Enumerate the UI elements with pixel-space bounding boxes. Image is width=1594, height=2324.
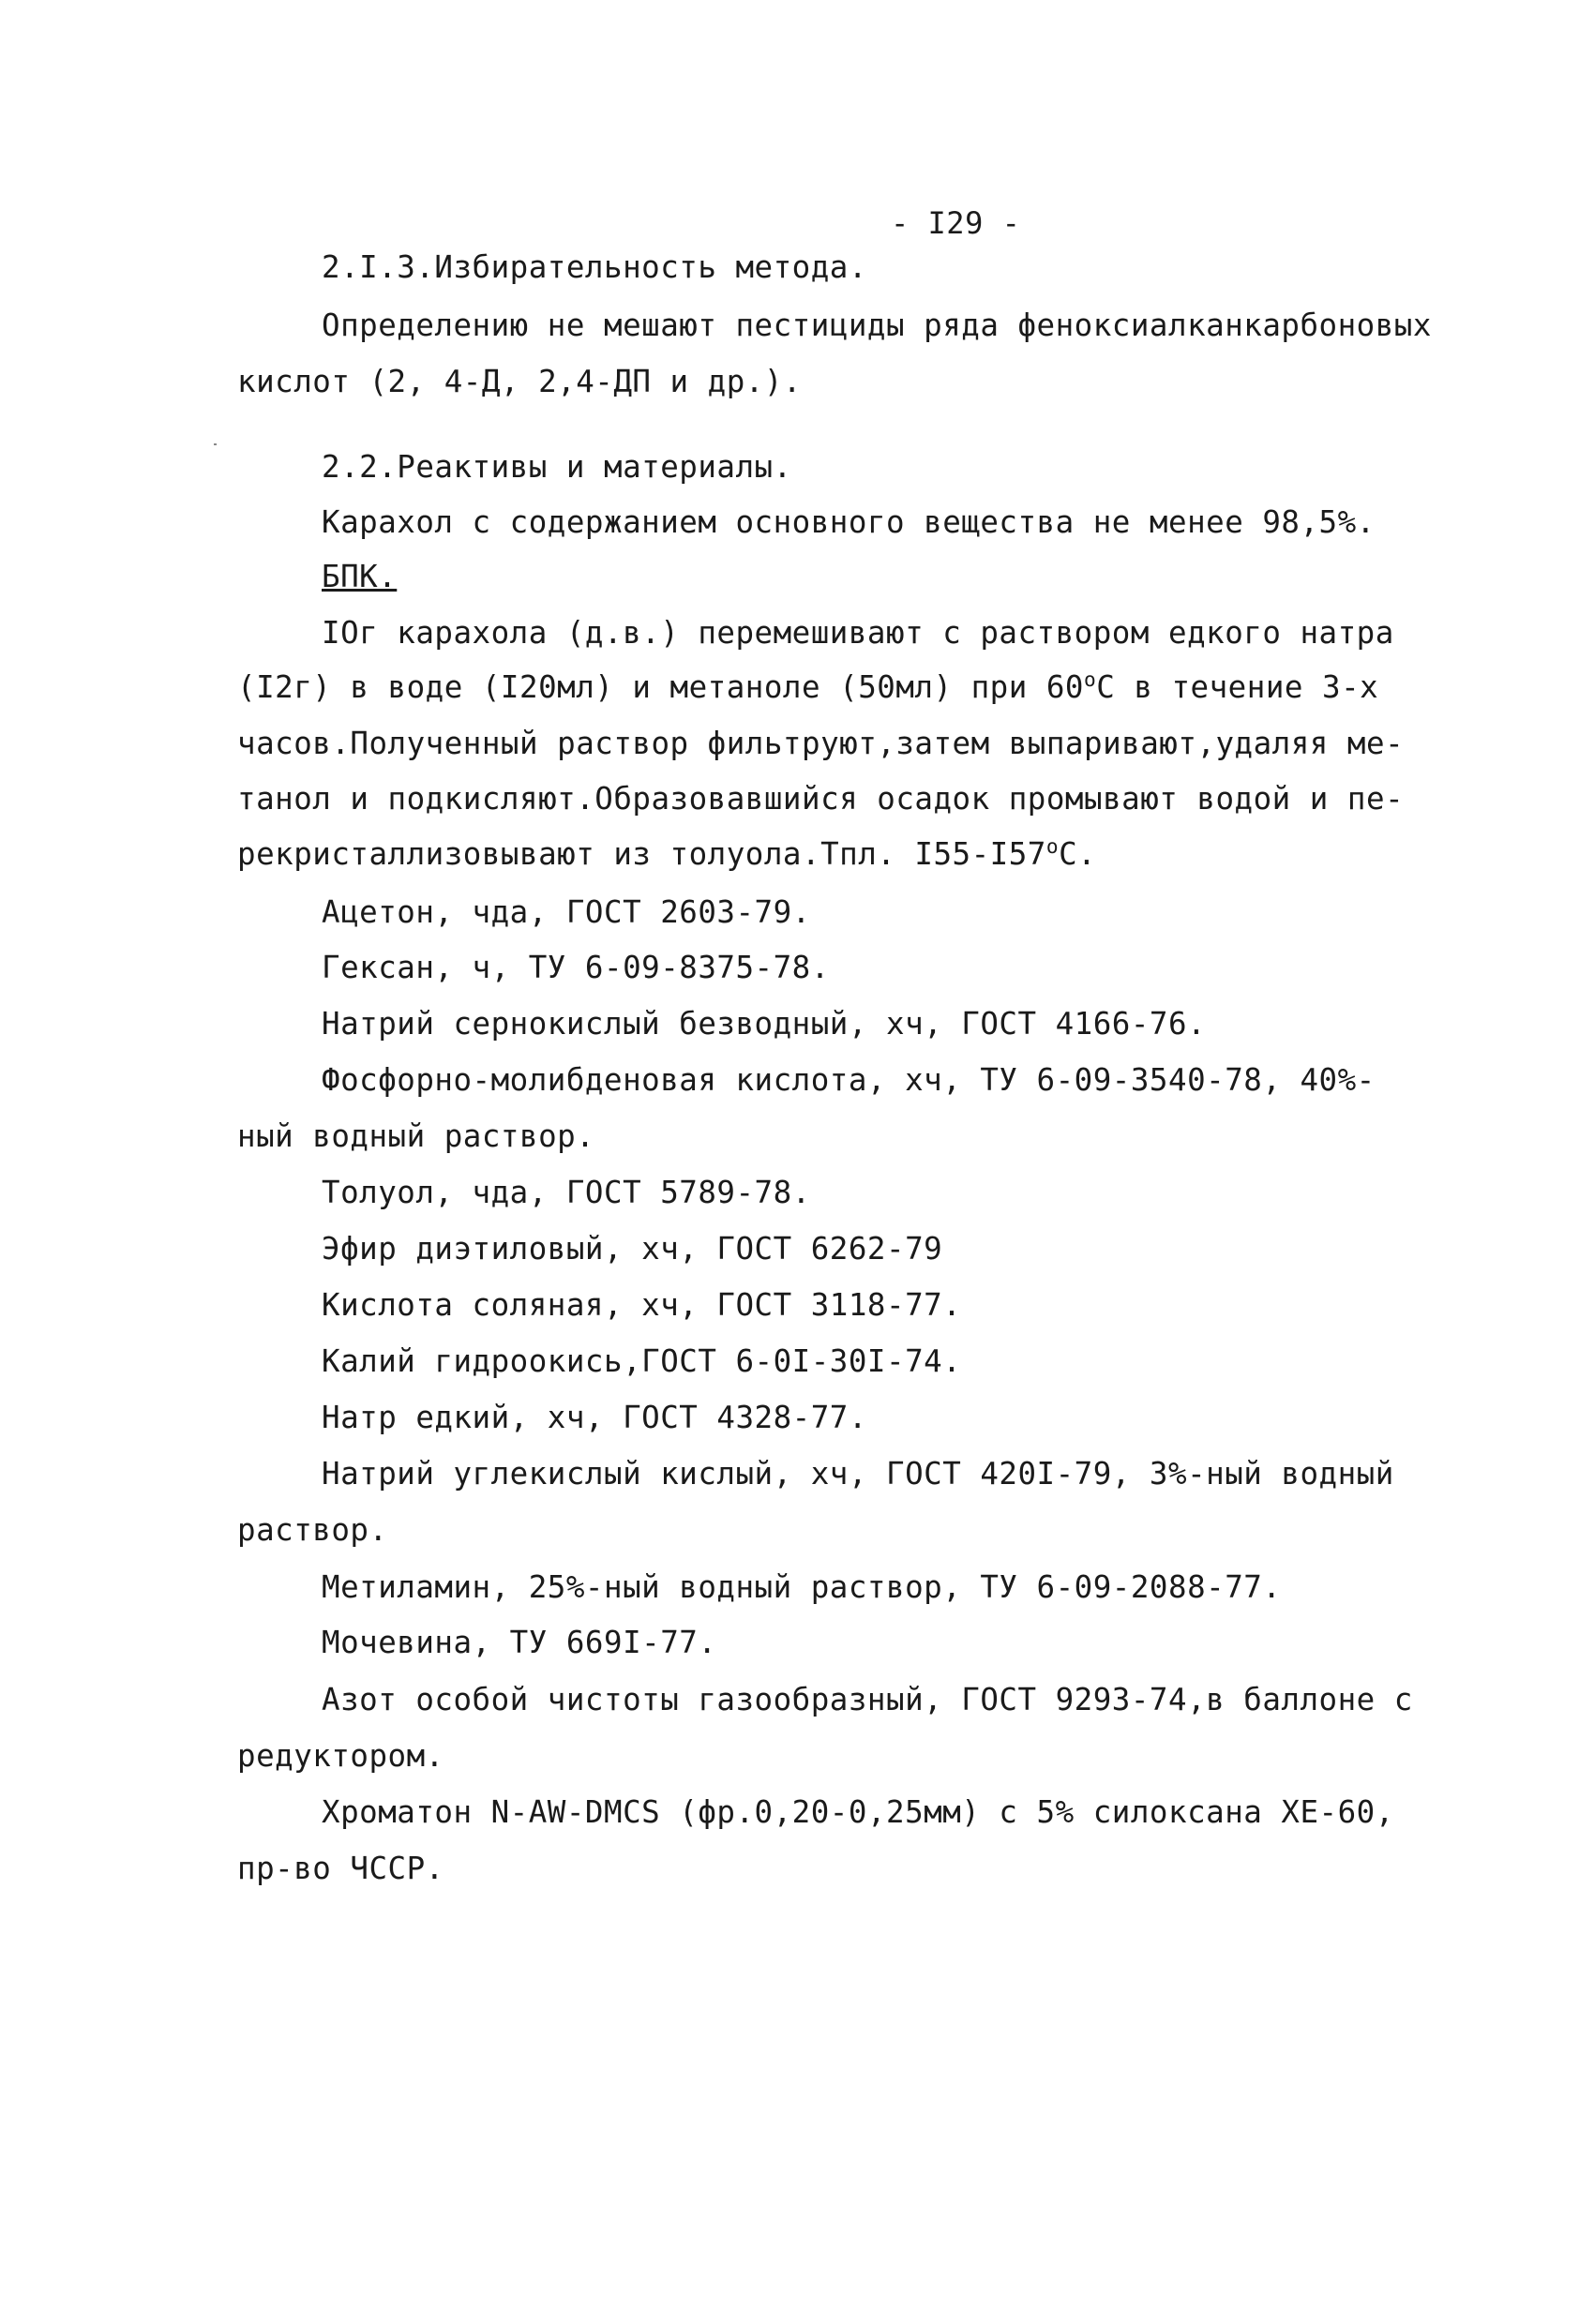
reagent-chromaton: Хроматон N-AW-DMCS (фр.0,20-0,25мм) с 5% силоксана XE-60,	[322, 1794, 1394, 1830]
text-segment: рекристаллизовывают из толуола.Тпл. I55-I57	[237, 836, 1046, 872]
reagent-sodium-sulfate: Натрий сернокислый безводный, хч, ГОСТ 4166-76.	[322, 1006, 1207, 1042]
degree-sup: о	[1084, 667, 1097, 692]
paragraph-line: редуктором.	[237, 1738, 444, 1774]
reagent-bpk-heading: БПК.	[322, 559, 398, 594]
paragraph-line: раствор.	[237, 1512, 388, 1548]
paragraph-line: кислот (2, 4-Д, 2,4-ДП и др.).	[237, 364, 802, 399]
paragraph-line	[237, 668, 1378, 706]
text-segment: С.	[1059, 836, 1097, 872]
reagent-koh: Калий гидроокись,ГОСТ 6-0I-30I-74.	[322, 1343, 962, 1379]
reagent-bicarbonate: Натрий углекислый кислый, хч, ГОСТ 420I-79, 3%-ный водный	[322, 1456, 1394, 1492]
paragraph-line: часов.Полученный раствор фильтруют,затем выпаривают,удаляя ме-	[237, 726, 1405, 761]
page-number: - I29 -	[891, 205, 1021, 241]
section-heading-reagents: 2.2.Реактивы и материалы.	[322, 449, 792, 485]
paragraph-line: Определению не мешают пестициды ряда феноксиалканкарбоновых	[322, 307, 1432, 343]
paragraph-line	[237, 835, 1096, 873]
reagent-methylamine: Метиламин, 25%-ный водный раствор, ТУ 6-09-2088-77.	[322, 1569, 1282, 1605]
reagent-acetone: Ацетон, чда, ГОСТ 2603-79.	[322, 894, 811, 930]
paragraph-line: пр-во ЧССР.	[237, 1851, 444, 1886]
paragraph-line: ный водный раствор.	[237, 1118, 595, 1154]
reagent-urea: Мочевина, ТУ 669I-77.	[322, 1625, 717, 1660]
reagent-ether: Эфир диэтиловый, хч, ГОСТ 6262-79	[322, 1231, 943, 1267]
reagent-toluene: Толуол, чда, ГОСТ 5789-78.	[322, 1175, 811, 1210]
text-segment: (I2г) в воде (I20мл) и метаноле (50мл) при 60	[237, 669, 1084, 705]
reagent-phospho: Фосфорно-молибденовая кислота, хч, ТУ 6-09-3540-78, 40%-	[322, 1062, 1376, 1098]
section-heading-selectivity: 2.I.3.Избирательность метода.	[322, 249, 867, 285]
paragraph-line: танол и подкисляют.Образовавшийся осадок промывают водой и пе-	[237, 781, 1405, 817]
reagent-naoh: Натр едкий, хч, ГОСТ 4328-77.	[322, 1400, 867, 1435]
reagent-karahol: Карахол с содержанием основного вещества не менее 98,5%.	[322, 504, 1376, 540]
reagent-nitrogen: Азот особой чистоты газообразный, ГОСТ 9293-74,в баллоне с	[322, 1682, 1413, 1717]
scan-artifact	[214, 443, 217, 445]
reagent-hcl: Кислота соляная, хч, ГОСТ 3118-77.	[322, 1287, 962, 1323]
degree-sup: о	[1045, 834, 1060, 859]
text-segment: С в течение 3-х	[1096, 669, 1379, 705]
paragraph-line: IOг карахола (д.в.) перемешивают с раствором едкого натра	[322, 615, 1394, 651]
reagent-hexane: Гексан, ч, ТУ 6-09-8375-78.	[322, 950, 830, 985]
